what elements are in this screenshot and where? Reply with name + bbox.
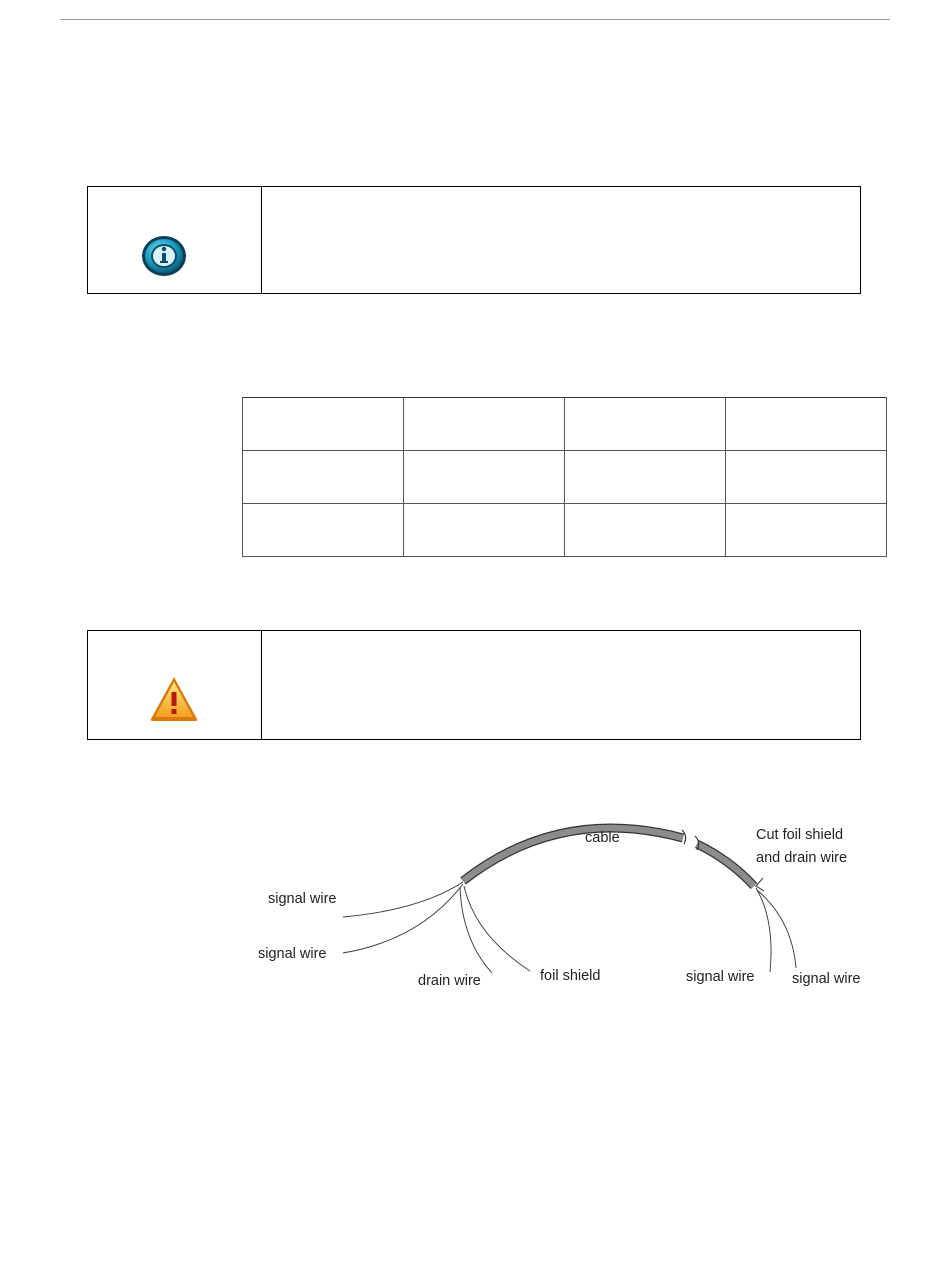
label-cable: cable <box>585 830 620 846</box>
label-signal-wire-3: signal wire <box>686 969 755 985</box>
signal-wire-3 <box>756 888 771 972</box>
info-notice <box>87 186 861 294</box>
table-cell <box>565 451 726 504</box>
label-foil-shield: foil shield <box>540 968 601 984</box>
cable-diagram <box>0 760 950 1020</box>
info-text-cell <box>262 187 860 293</box>
warning-notice <box>87 630 861 740</box>
table-cell <box>243 504 404 557</box>
table-cell <box>726 504 887 557</box>
spec-table <box>242 397 887 557</box>
table-row <box>243 451 887 504</box>
warning-text-cell <box>262 631 860 739</box>
warning-icon <box>149 675 199 723</box>
label-drain-wire: drain wire <box>418 973 481 989</box>
label-signal-wire-2: signal wire <box>258 946 327 962</box>
table-cell <box>243 451 404 504</box>
table-row <box>243 504 887 557</box>
signal-wire-2 <box>343 884 463 953</box>
label-cut-line1: Cut foil shield <box>756 827 844 843</box>
header-rule <box>60 19 890 20</box>
drain-wire <box>460 887 492 973</box>
cable-figure <box>0 760 950 1020</box>
table-cell <box>404 451 565 504</box>
table-cell <box>726 451 887 504</box>
foil-shield <box>464 886 530 971</box>
signal-wire-1 <box>343 882 463 917</box>
table-cell <box>404 504 565 557</box>
info-icon <box>141 235 187 277</box>
label-signal-wire-1: signal wire <box>268 891 337 907</box>
table-cell <box>565 398 726 451</box>
table-cell <box>243 398 404 451</box>
table-cell <box>726 398 887 451</box>
table-header-row <box>243 398 887 451</box>
info-icon-cell <box>88 187 262 293</box>
table-cell <box>404 398 565 451</box>
label-cut-line2: and drain wire <box>756 850 848 866</box>
table-cell <box>565 504 726 557</box>
warning-icon-cell <box>88 631 262 739</box>
cut-pointer <box>756 878 764 891</box>
label-signal-wire-4: signal wire <box>792 971 861 987</box>
cable-body <box>463 828 683 881</box>
